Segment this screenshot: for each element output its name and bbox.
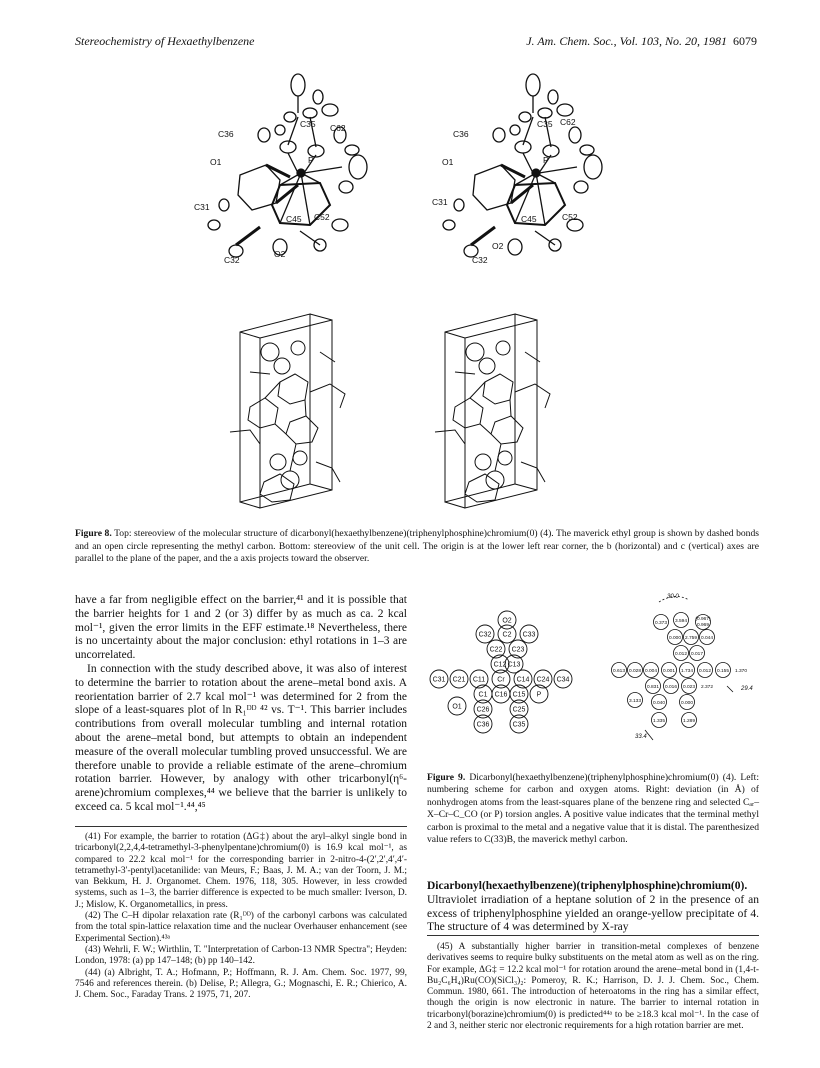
deviation-value: 0.004 — [644, 668, 658, 674]
deviation-value: 0.016 — [664, 684, 678, 690]
figure8-stereoview-unit-cell — [220, 312, 620, 517]
deviation-value: 0.373 — [654, 620, 668, 626]
atom-label: O1 — [442, 157, 454, 167]
footnotes-right — [427, 942, 759, 1032]
running-header-title: Stereochemistry of Hexaethylbenzene — [75, 34, 255, 48]
atom-label: C62 — [560, 117, 576, 127]
deviation-value: 0.969 — [696, 623, 710, 628]
deviation-value: 0.012 — [674, 651, 688, 657]
footnote-rule-right — [427, 935, 759, 936]
figure9-diagrams — [427, 590, 759, 790]
deviation-value: 0.000 — [668, 635, 682, 641]
atom-label: C25 — [512, 706, 526, 714]
deviation-value: 1.289 — [682, 718, 696, 724]
atom-label: C32 — [472, 255, 488, 265]
atom-label: C14 — [516, 676, 530, 684]
atom-label: C45 — [521, 214, 537, 224]
body-paragraph — [427, 880, 759, 935]
figure8-caption — [75, 528, 759, 566]
journal-name: J. Am. Chem. Soc. — [526, 34, 614, 48]
deviation-value: 0.040 — [652, 700, 666, 706]
atom-label: C52 — [562, 212, 578, 222]
atom-label: C23 — [511, 646, 525, 654]
atom-label: C32 — [224, 255, 240, 265]
deviation-value: 2.372 — [700, 684, 714, 690]
body-paragraph: In connection with the study described above, it was also of interest to determine the barrier to rotation about the arene–metal bond axis. A reorientation barrier of 2.7 kcal mol⁻¹ was determined for 2 from the slope of a least-squares plot of ln R₁ᴰᴰ ⁴² vs. T⁻¹. This barrier includes contributions from overall molecular tumbling and internal rotation about the arene–metal bond, but attempts to obtain an independent measure of the overall molecular tumbling proved unsuccessful. We are therefore unable to provide a reliable estimate of the arene–chromium rotation barrier. However, by analogy with other tricarbonyl(η⁶-arene)chromium complexes,⁴⁴ we believe that the barrier is unlikely to exceed ca. 5 kcal mol⁻¹.⁴⁴,⁴⁵ — [75, 662, 407, 813]
atom-label: P — [308, 155, 314, 165]
atom-label: O2 — [274, 249, 286, 259]
figure9-drawing — [427, 590, 759, 790]
torsion-angle: 29.4 — [741, 686, 753, 692]
atom-label: C2 — [502, 631, 512, 639]
footnote: (43) Wehrli, F. W.; Wirthlin, T. "Interpretation of Carbon-13 NMR Spectra"; Heyden: London, 1978: (a) pp 147–148; (b) pp 140–142. — [75, 944, 407, 967]
figure9-caption — [427, 772, 759, 846]
deviation-value: (0.967) — [695, 617, 711, 622]
deviation-value: 2.759 — [684, 635, 698, 641]
page-number: 6079 — [733, 34, 757, 48]
torsion-angle: 30.0 — [667, 594, 679, 600]
footnote-rule-left — [75, 826, 407, 827]
atom-label: C24 — [536, 676, 550, 684]
deviation-value: 1.734 — [680, 668, 694, 674]
atom-label: C35 — [300, 119, 316, 129]
atom-label: C62 — [330, 123, 346, 133]
molecule-drawing — [180, 55, 640, 270]
atom-label: C45 — [286, 214, 302, 224]
figure8-stereoview-molecule — [180, 55, 640, 270]
running-header-citation: J. Am. Chem. Soc., Vol. 103, No. 20, 1981 6079 — [526, 34, 757, 48]
atom-label: C36 — [476, 721, 490, 729]
atom-label: C22 — [489, 646, 503, 654]
deviation-value: 3.133 — [628, 698, 642, 704]
atom-label: P — [543, 155, 549, 165]
deviation-value: 1.370 — [734, 668, 748, 674]
atom-label: Cr — [497, 676, 505, 684]
unit-cell-drawing — [220, 312, 620, 517]
figure8-caption-label: Figure 8. — [75, 528, 112, 539]
atom-label: C36 — [218, 129, 234, 139]
atom-label: C35 — [512, 721, 526, 729]
journal-volume: Vol. 103, No. 20, 1981 — [619, 34, 727, 48]
body-left-column — [75, 594, 407, 815]
deviation-value: 0.155 — [716, 668, 730, 674]
atom-label: C33 — [522, 631, 536, 639]
atom-label: C31 — [194, 202, 210, 212]
atom-label: P — [536, 691, 542, 699]
atom-label: O1 — [210, 157, 222, 167]
atom-label: C32 — [478, 631, 492, 639]
atom-label: C15 — [512, 691, 526, 699]
atom-label: C31 — [432, 676, 446, 684]
deviation-value: 0.613 — [612, 668, 626, 674]
figure9-caption-text: Dicarbonyl(hexaethylbenzene)(triphenylphosphine)chromium(0) (4). Left: numbering scheme for carbon and oxygen atoms. Right: deviation (in Å) of nonhydrogen atoms from the least-squares plane of the benzene ring and selected Cₐᵣ–X–Cr–C_CO (or P) torsion angles. A positive value indicates that the terminal methyl carbon is proximal to the metal and a negative value that it is distal. The parenthesized value refers to C(33)B, the maverick methyl carbon. — [427, 772, 759, 846]
deviation-value: 0.001 — [662, 668, 676, 674]
atom-label: C35 — [537, 119, 553, 129]
numbering-scheme — [430, 611, 572, 733]
section-heading: Dicarbonyl(hexaethylbenzene)(triphenylphosphine)chromium(0). — [427, 880, 748, 892]
footnote: (44) (a) Albright, T. A.; Hofmann, P.; Hoffmann, R. J. Am. Chem. Soc. 1977, 99, 7546 and references therein. (b) Delise, P.; Allegra, G.; Mognaschi, E. R.; Chierico, A. J. Chem. Soc., Faraday Trans. 2 1975, 71, 207. — [75, 967, 407, 1001]
atom-label: C11 — [472, 676, 486, 684]
body-text: Ultraviolet irradiation of a heptane solution of 2 in the presence of an excess of triphenylphosphine yielded an orange-yellow precipitate of 4. The structure of 4 was determined by X-ray — [427, 893, 759, 934]
deviation-value: 1.335 — [652, 718, 666, 724]
deviation-value: 3.594 — [674, 618, 688, 624]
deviation-value: 0.831 — [646, 684, 660, 690]
footnote: (41) For example, the barrier to rotation (ΔG‡) about the aryl–alkyl single bond in tricarbonyl(2,2,4,4-tetramethyl-3-phenylpentane)chromium(0) is 16.9 kcal mol⁻¹, as compared to 22.2 kcal mol⁻¹ for the corresponding barrier in 2-nitro-4-(2′,2′,4′,4′-tetramethyl-3′-pentyl)acetanilide: van Meurs, F.; Baas, J. M. A.; van der Toorn, J. M.; van Bekkum, H. J. Organomet. Chem. 1976, 118, 305. However, in less crowded systems, such as 1–3, the barrier difference is expected to be much smaller: Iverson, D. J.; Mislow, K. Organometallics, in press. — [75, 832, 407, 910]
deviation-value: 0.044 — [700, 635, 714, 641]
deviation-value: 0.017 — [690, 651, 704, 657]
atom-label: O1 — [452, 703, 462, 711]
torsion-angle: 33.4 — [635, 734, 647, 740]
atom-label: C31 — [432, 197, 448, 207]
figure9-caption-label: Figure 9. — [427, 772, 466, 783]
atom-label: C21 — [452, 676, 466, 684]
atom-label: C13 — [507, 661, 521, 669]
atom-label: C36 — [453, 129, 469, 139]
atom-label: C16 — [494, 691, 508, 699]
footnotes-left — [75, 832, 407, 1001]
footnote: (45) A substantially higher barrier in transition-metal complexes of benzene derivatives seems to require bulky substituents on the metal atom as well as on the ring. For example, ΔG‡ = 12.2 kcal mol⁻¹ for rotation around the arene–metal bond in (1,4-t-Bu₂C₆H₄)Ru(CO)(SiCl₃)₂: Pomeroy, R. K.; Harrison, D. J. J. Chem. Soc., Chem. Commun. 1980, 661. The introduction of heteroatoms in the ring has a similar effect, though the origin is now electronic in nature. The barrier to internal rotation in tricarbonyl(borazine)chromium(0) is predicted⁴⁴ᵃ to be ≥18.3 kcal mol⁻¹. In the case of 2 and 3, neither steric nor electronic requirements for a high rotation barrier are met. — [427, 942, 759, 1032]
body-right-column — [427, 880, 759, 935]
atom-label: C12 — [493, 661, 507, 669]
body-paragraph: have a far from negligible effect on the barrier,⁴¹ and it is possible that the barrier heights for 1 and 2 (or 3) differ by as much as ca. 2 kcal mol⁻¹, given the error limits in the EFF estimate.¹⁸ Nevertheless, there is no uncertainty about the major conclusion: ethyl rotations in 1–3 are uncorrelated. — [75, 594, 407, 662]
atom-label: C34 — [556, 676, 570, 684]
footnote: (42) The C–H dipolar relaxation rate (R₁ᴰᴰ) of the carbonyl carbons was calculated from the total spin-lattice relaxation time and the nuclear Overhauser enhancement (see Experimental Section).⁴³ᵃ — [75, 911, 407, 944]
deviation-value: 0.000 — [680, 700, 694, 706]
deviation-value: 0.028 — [628, 668, 642, 674]
deviation-value: 0.012 — [698, 668, 712, 674]
atom-label: O2 — [502, 617, 512, 625]
atom-label: C52 — [314, 212, 330, 222]
figure8-caption-text: Top: stereoview of the molecular structure of dicarbonyl(hexaethylbenzene)(triphenylphosphine)chromium(0) (4). The maverick ethyl group is shown by dashed bonds and an open circle representing the methyl carbon. Bottom: stereoview of the unit cell. The origin is at the lower left rear corner, the b (horizontal) and c (vertical) axes are parallel to the plane of the paper, and the a axis projects toward the observer. — [75, 528, 759, 564]
deviation-value: 0.023 — [682, 684, 696, 690]
atom-label: O2 — [492, 241, 504, 251]
atom-label: C1 — [478, 691, 488, 699]
atom-label: C26 — [476, 706, 490, 714]
